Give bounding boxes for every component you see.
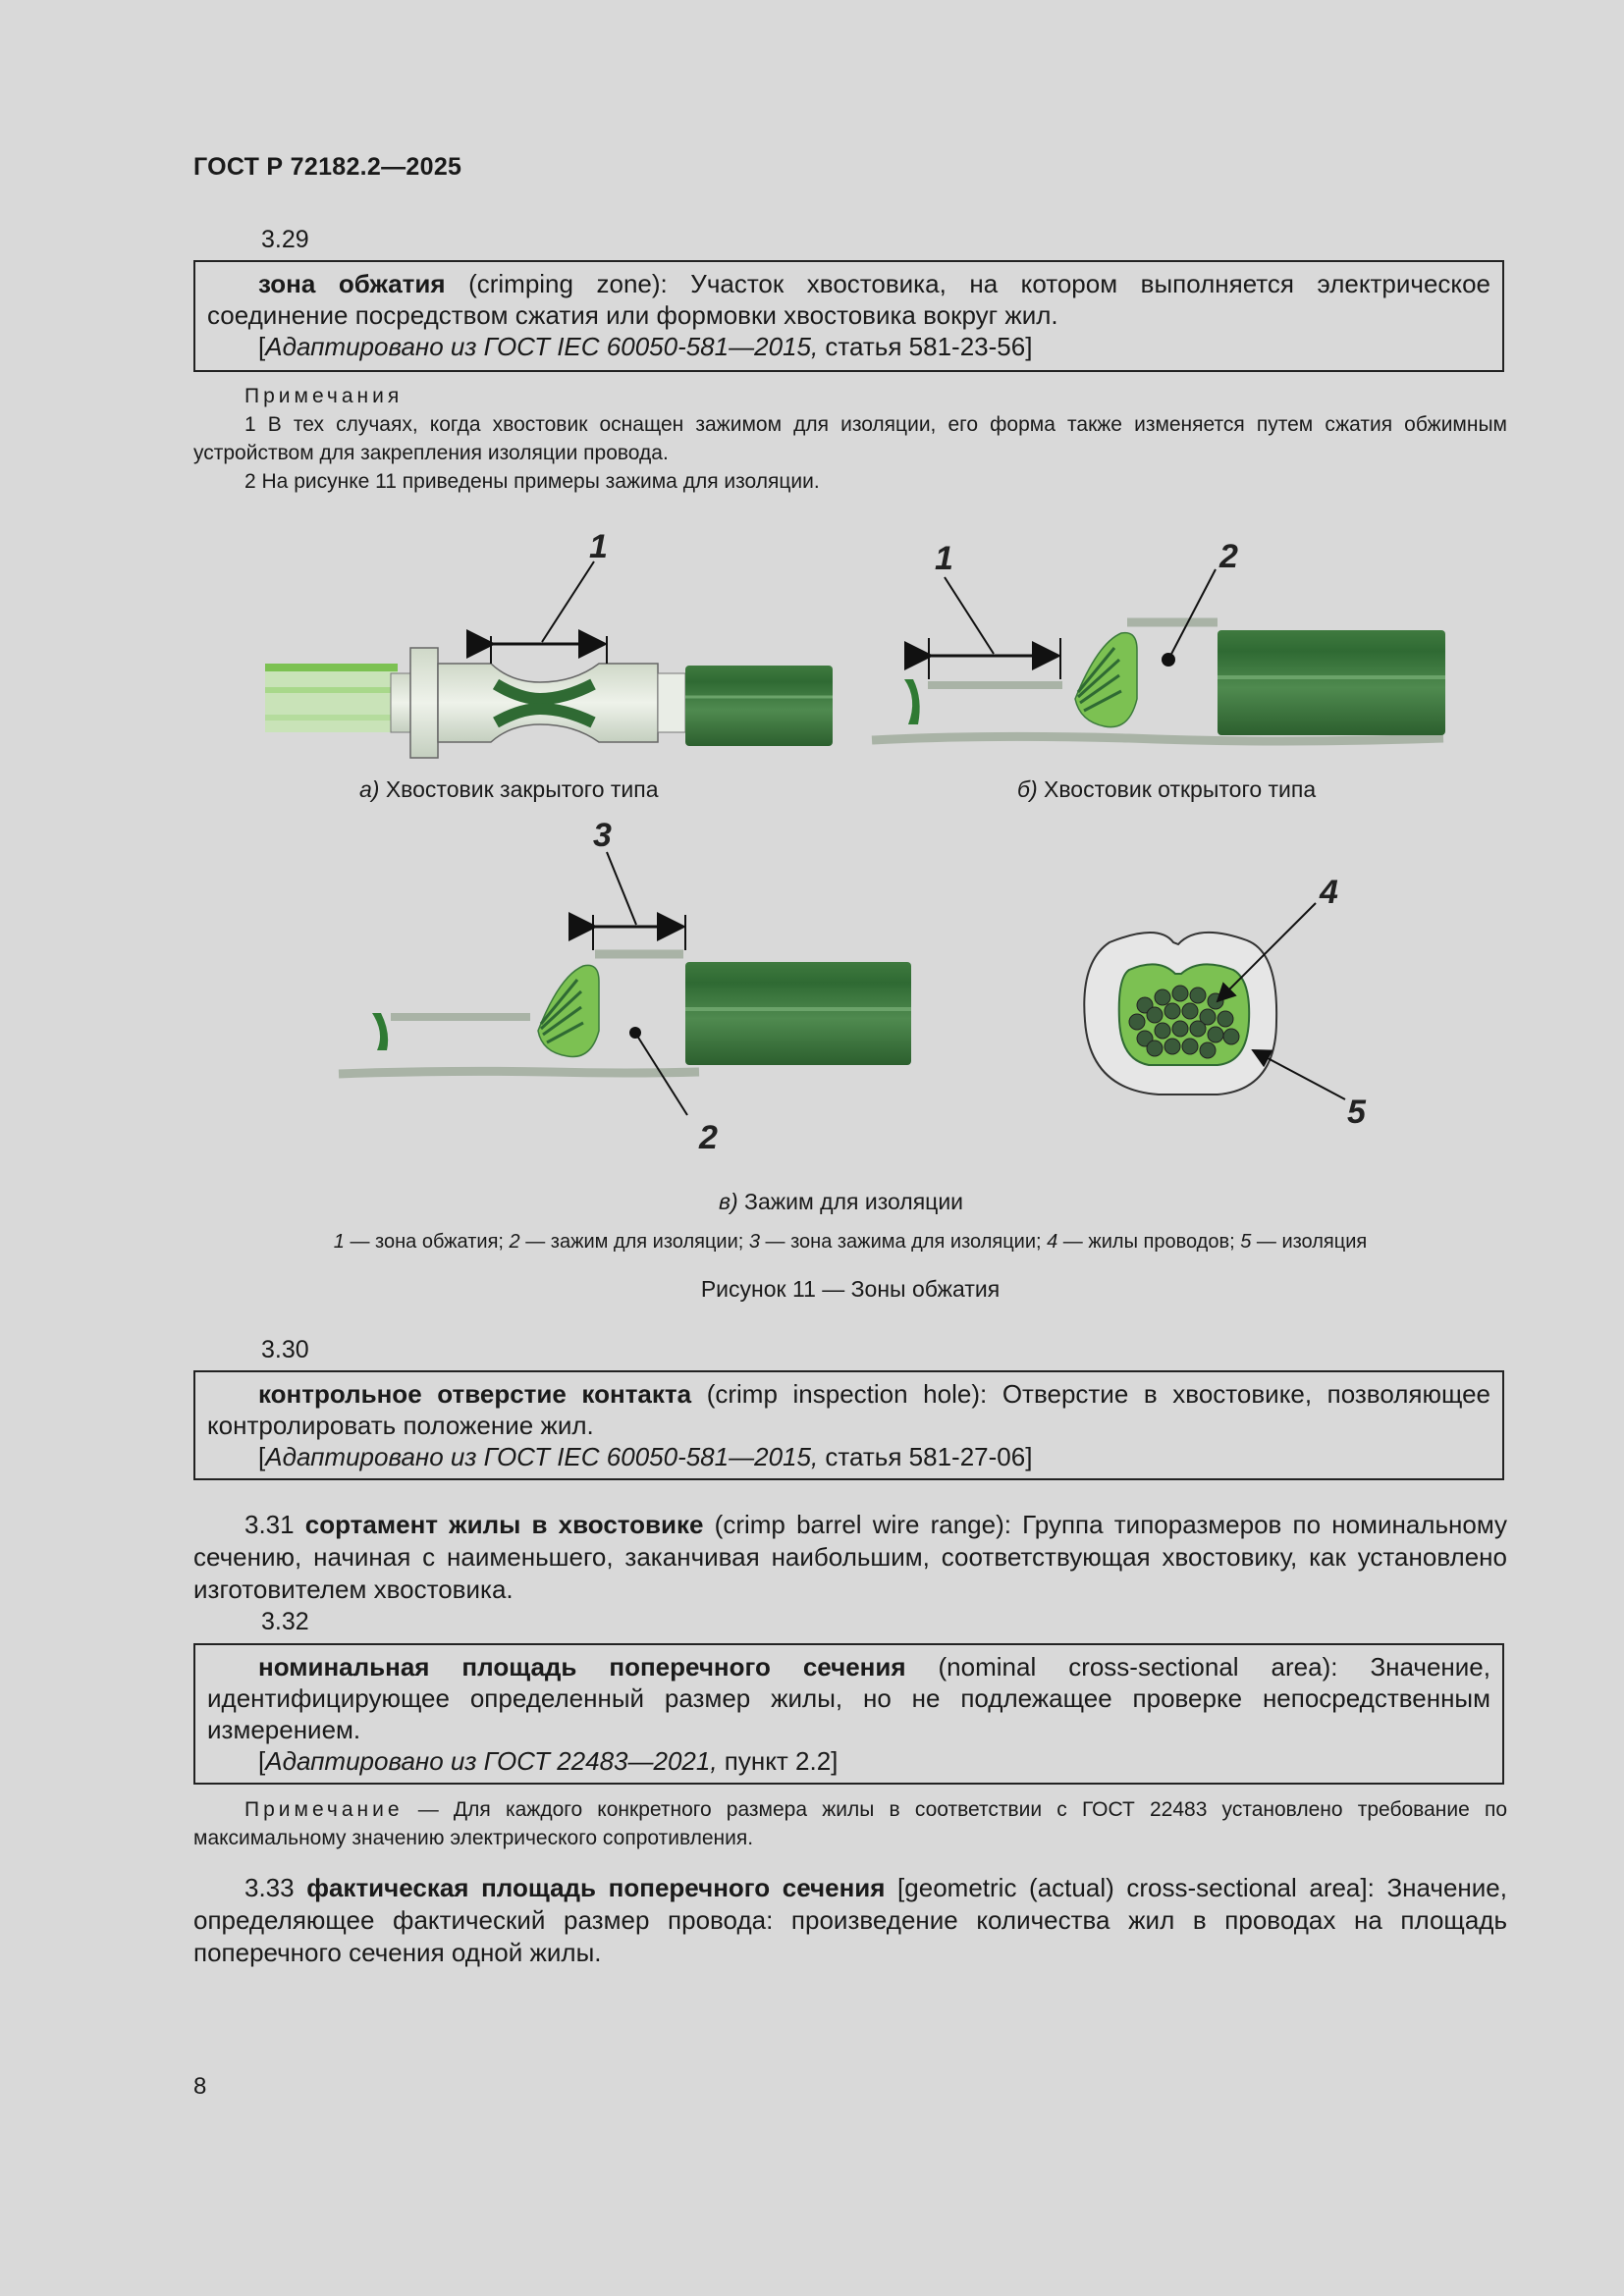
source-reference: Адаптировано из ГОСТ IEC 60050-581—2015, [265, 1442, 819, 1471]
caption-a-letter: а) [359, 776, 380, 802]
term-english: (crimp barrel wire range): [703, 1510, 1023, 1539]
definition: Отверстие в хвостовике, позволяющее контролировать положение жил. [207, 1379, 1490, 1440]
clause-number: 3.33 [244, 1873, 295, 1902]
legend-num: 1 [333, 1231, 345, 1253]
definition: Значение, идентифицирующее определенный размер жилы, но не подлежащее проверке непосредственным измерением. [207, 1652, 1490, 1744]
definition: Значение, определяющее фактический размер провода: произведение количества жил в проводах на площадь поперечного сечения одной жилы. [193, 1873, 1507, 1967]
note-1: 1 В тех случаях, когда хвостовик оснащен зажимом для изоляции, его форма также изменяется путем сжатия обжимным устройством для закрепления изоляции провода. [193, 413, 1507, 464]
term: зона обжатия [258, 269, 446, 298]
clause-number-3-30: 3.30 [261, 1336, 309, 1363]
clause-3-31 [193, 1509, 1507, 1606]
notes-title: Примечания [244, 385, 404, 407]
legend-text: — зона обжатия; [344, 1231, 510, 1253]
legend-text: — жилы проводов; [1057, 1231, 1241, 1253]
figure-label-3: 3 [593, 817, 612, 854]
page-number: 8 [193, 2073, 207, 2100]
source-article: пункт 2.2] [717, 1746, 839, 1776]
caption-c [719, 1189, 963, 1215]
clause-3-33 [193, 1872, 1507, 1969]
figure-label-2c: 2 [699, 1119, 718, 1156]
term-english: (crimping zone): [445, 269, 691, 298]
source-article: статья 581-23-56] [818, 332, 1033, 361]
caption-b-text: Хвостовик открытого типа [1037, 776, 1317, 802]
term: сортамент жилы в хвостовике [304, 1510, 704, 1539]
figure-legend [193, 1231, 1507, 1254]
legend-text: — зажим для изоляции; [519, 1231, 749, 1253]
document-header: ГОСТ Р 72182.2—2025 [193, 153, 462, 181]
source-bracket: [ [258, 1746, 266, 1776]
term-english: [geometric (actual) cross-sectional area]: [885, 1873, 1387, 1902]
legend-num: 3 [748, 1231, 760, 1253]
caption-b-letter: б) [1017, 776, 1038, 802]
term-box-3-30 [193, 1370, 1504, 1480]
legend-text: — изоляция [1251, 1231, 1368, 1253]
figure-title: Рисунок 11 — Зоны обжатия [700, 1276, 1001, 1302]
legend-text: — зона зажима для изоляции; [759, 1231, 1048, 1253]
caption-c-letter: в) [719, 1189, 738, 1214]
clause-number-3-32: 3.32 [261, 1608, 309, 1635]
caption-a [359, 776, 659, 803]
source-reference: Адаптировано из ГОСТ IEC 60050-581—2015, [265, 332, 819, 361]
source-bracket: [ [258, 332, 266, 361]
term-english: (crimp inspection hole): [691, 1379, 1002, 1409]
note-2: 2 На рисунке 11 приведены примеры зажима для изоляции. [244, 470, 820, 493]
figure-label-1a: 1 [589, 528, 608, 565]
source-article: статья 581-27-06] [818, 1442, 1033, 1471]
term: фактическая площадь поперечного сечения [306, 1873, 886, 1902]
caption-c-text: Зажим для изоляции [737, 1189, 964, 1214]
drawing-a-closed-barrel [265, 561, 833, 758]
clause-number-3-29: 3.29 [261, 226, 309, 253]
definition: Группа типоразмеров по номинальному сечению, начиная с наименьшего, заканчивая наибольшим, соответствующая хвостовику, как установлено изготовителем хвостовика. [193, 1510, 1507, 1604]
caption-b [1017, 776, 1316, 803]
note-title: Примечание [244, 1798, 404, 1821]
drawing-b-open-barrel [872, 569, 1445, 741]
figure-label-1b: 1 [935, 540, 953, 577]
legend-num: 4 [1047, 1231, 1058, 1253]
drawing-c-insulation-clamp [339, 852, 911, 1115]
caption-a-text: Хвостовик закрытого типа [379, 776, 659, 802]
legend-num: 5 [1240, 1231, 1252, 1253]
term: контрольное отверстие контакта [258, 1379, 692, 1409]
note-text: — Для каждого конкретного размера жилы в соответствии с ГОСТ 22483 установлено требование по максимальному значению электрического сопротивления. [193, 1798, 1507, 1849]
term: номинальная площадь поперечного сечения [258, 1652, 906, 1682]
term-english: (nominal cross-sectional area): [905, 1652, 1371, 1682]
clause-number: 3.31 [244, 1510, 295, 1539]
source-bracket: [ [258, 1442, 266, 1471]
figure-label-4: 4 [1320, 874, 1338, 911]
figure-label-2b: 2 [1219, 538, 1238, 575]
legend-num: 2 [509, 1231, 520, 1253]
definition: Участок хвостовика, на котором выполняется электрическое соединение посредством сжатия или формовки хвостовика вокруг жил. [207, 269, 1490, 330]
term-box-3-32 [193, 1643, 1504, 1785]
note-3-32 [193, 1795, 1507, 1852]
figure-label-5: 5 [1347, 1094, 1366, 1131]
drawing-cross-section [1084, 903, 1345, 1099]
source-reference: Адаптировано из ГОСТ 22483—2021, [265, 1746, 718, 1776]
